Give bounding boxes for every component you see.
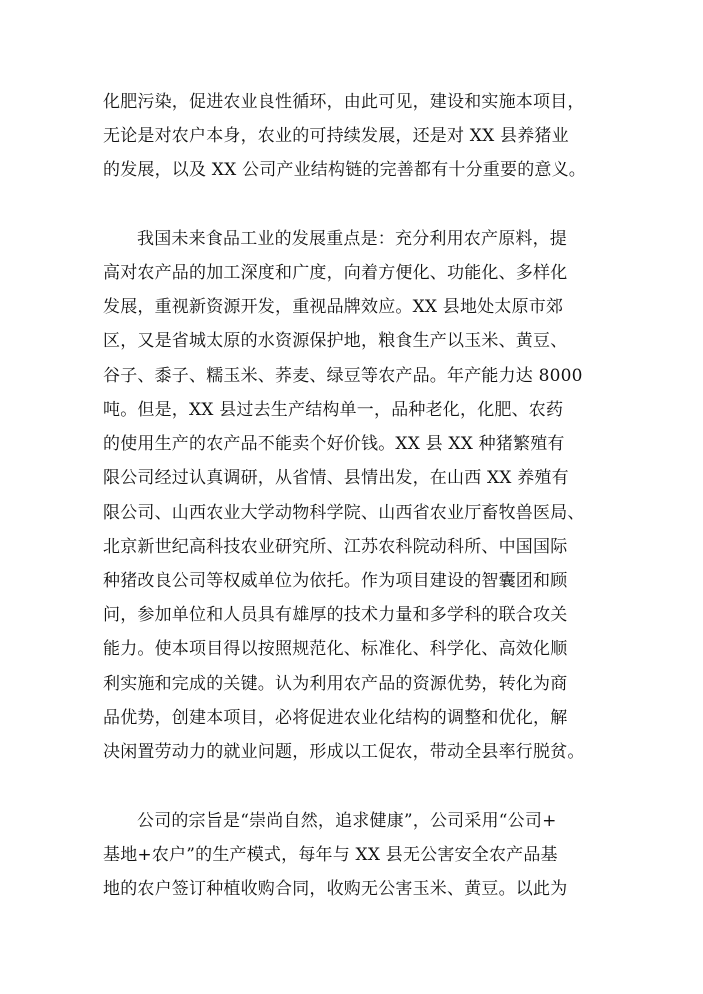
paragraph-2-line-5: 谷子、黍子、糯玉米、荞麦、绿豆等农产品。年产能力达 8000 xyxy=(103,366,583,386)
paragraph-2-line-3: 发展，重视新资源开发，重视品牌效应。XX 县地处太原市郊 xyxy=(103,297,564,317)
paragraph-2-line-15: 品优势，创建本项目，必将促进农业化结构的调整和优化，解 xyxy=(103,708,568,728)
paragraph-3-line-3: 地的农户签订种植收购合同，收购无公害玉米、黄豆。以此为 xyxy=(103,879,568,899)
paragraph-2-line-7: 的使用生产的农产品不能卖个好价钱。XX 县 XX 种猪繁殖有 xyxy=(103,434,565,454)
paragraph-2-line-11: 种猪改良公司等权威单位为依托。作为项目建设的智囊团和顾 xyxy=(103,571,568,591)
paragraph-2-line-16: 决闲置劳动力的就业问题，形成以工促农，带动全县率行脱贫。 xyxy=(103,742,585,762)
paragraph-2-line-2: 高对农产品的加工深度和广度，向着方便化、功能化、多样化 xyxy=(103,263,568,283)
paragraph-1-line-1: 化肥污染，促进农业良性循环，由此可见，建设和实施本项目， xyxy=(103,92,585,112)
paragraph-2-line-6: 吨。但是，XX 县过去生产结构单一，品种老化，化肥、农药 xyxy=(103,400,564,420)
paragraph-3-line-2: 基地+农户”的生产模式，每年与 XX 县无公害安全农产品基 xyxy=(103,845,558,865)
paragraph-2-line-12: 问，参加单位和人员具有雄厚的技术力量和多学科的联合攻关 xyxy=(103,605,568,625)
paragraph-1-line-2: 无论是对农户本身，农业的可持续发展，还是对 XX 县养猪业 xyxy=(103,126,569,146)
paragraph-1-line-3: 的发展，以及 XX 公司产业结构链的完善都有十分重要的意义。 xyxy=(103,160,587,180)
paragraph-2-line-4: 区，又是省城太原的水资源保护地，粮食生产以玉米、黄豆、 xyxy=(103,331,568,351)
paragraph-2-line-9: 限公司、山西农业大学动物科学院、山西省农业厅畜牧兽医局、 xyxy=(103,503,585,523)
paragraph-2-line-1: 我国未来食品工业的发展重点是：充分利用农产原料，提 xyxy=(137,229,567,249)
paragraph-2-line-14: 利实施和完成的关键。认为利用农产品的资源优势，转化为商 xyxy=(103,674,568,694)
paragraph-2-line-10: 北京新世纪高科技农业研究所、江苏农科院动科所、中国国际 xyxy=(103,537,568,557)
paragraph-2-line-8: 限公司经过认真调研，从省情、县情出发，在山西 XX 养殖有 xyxy=(103,468,569,488)
paragraph-2-line-13: 能力。使本项目得以按照规范化、标准化、科学化、高效化顺 xyxy=(103,639,568,659)
paragraph-3-line-1: 公司的宗旨是“崇尚自然，追求健康”，公司采用“公司+ xyxy=(137,811,557,831)
